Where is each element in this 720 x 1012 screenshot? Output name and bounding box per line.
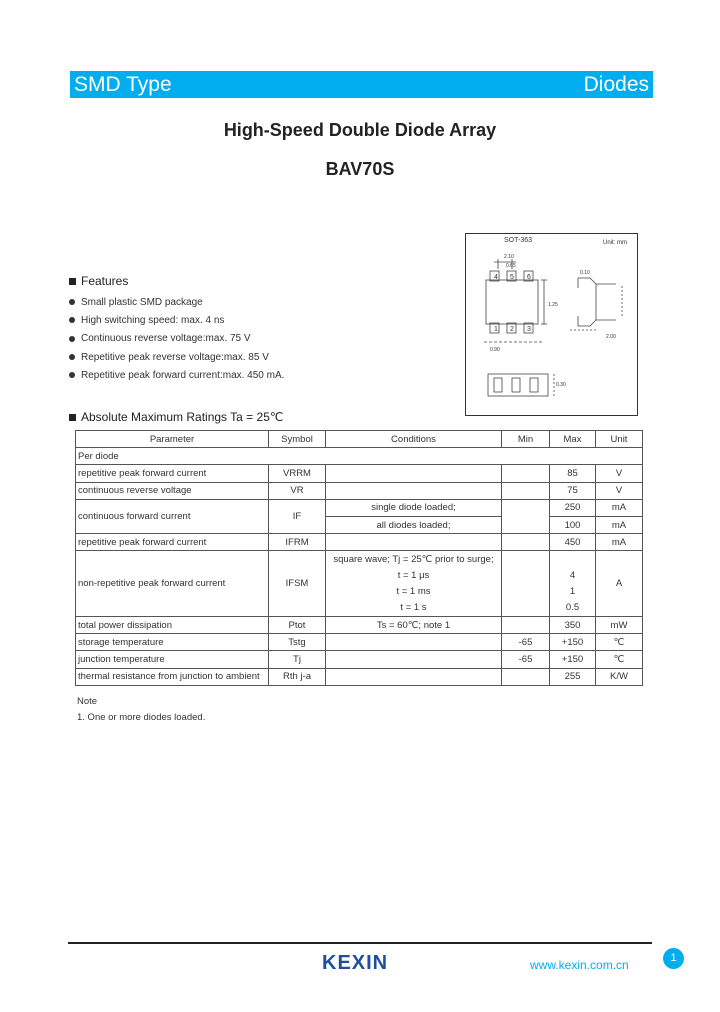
col-header: Symbol (269, 431, 326, 448)
bullet-icon (69, 354, 75, 360)
unit-cell: mW (596, 617, 643, 634)
min-cell (502, 534, 550, 551)
conditions-cell: Ts = 60℃; note 1 (326, 617, 502, 634)
pin-label-3: 3 (527, 326, 531, 333)
max-cell: +150 (550, 651, 596, 668)
banner-category: SMD Type (74, 72, 172, 96)
dim-label-g: 0.30 (556, 382, 566, 388)
param-cell: non-repetitive peak forward current (76, 551, 269, 617)
symbol-cell: VR (269, 482, 326, 499)
unit-cell: mA (596, 534, 643, 551)
table-row (76, 551, 643, 568)
package-unit: Unit: mm (603, 240, 627, 246)
max-cell: 1 (550, 584, 596, 600)
param-cell: repetitive peak forward current (76, 534, 269, 551)
min-cell (502, 551, 550, 617)
symbol-cell: IFRM (269, 534, 326, 551)
unit-cell: V (596, 482, 643, 499)
package-body-top-view (486, 280, 538, 324)
max-cell: 255 (550, 668, 596, 685)
conditions-cell (326, 482, 502, 499)
table-header-row (76, 431, 643, 448)
table-row (76, 634, 643, 651)
square-bullet-icon (69, 414, 76, 421)
col-header: Min (502, 431, 550, 448)
list-item (69, 330, 284, 348)
param-cell: junction temperature (76, 651, 269, 668)
max-cell: 0.5 (550, 600, 596, 617)
ratings-table (75, 430, 643, 686)
dim-label-d: 0.90 (490, 347, 500, 353)
table-row (76, 465, 643, 482)
bullet-icon (69, 299, 75, 305)
table-row (76, 651, 643, 668)
package-name: SOT-363 (504, 237, 533, 244)
symbol-cell: IFSM (269, 551, 326, 617)
page-number-badge: 1 (663, 948, 684, 969)
dim-label-c: 1.25 (548, 302, 558, 308)
feature-text: Continuous reverse voltage:max. 75 V (81, 333, 251, 345)
banner-product-type: Diodes (583, 72, 649, 96)
param-cell: thermal resistance from junction to ambient (76, 668, 269, 685)
conditions-cell (326, 534, 502, 551)
table-row (76, 448, 643, 465)
symbol-cell: Ptot (269, 617, 326, 634)
page-title: High-Speed Double Diode Array (223, 120, 497, 140)
bullet-icon (69, 372, 75, 378)
conditions-cell (326, 668, 502, 685)
symbol-cell: Rth j-a (269, 668, 326, 685)
ratings-heading (69, 410, 283, 424)
package-drawing (466, 234, 637, 415)
bullet-icon (69, 336, 75, 342)
min-cell (502, 499, 550, 533)
table-row (76, 534, 643, 551)
max-cell: 350 (550, 617, 596, 634)
pin-label-5: 5 (510, 274, 514, 281)
table-row (76, 482, 643, 499)
min-cell (502, 465, 550, 482)
param-cell: continuous forward current (76, 499, 269, 533)
square-bullet-icon (69, 278, 76, 285)
dim-label-a: 2.10 (504, 254, 514, 260)
conditions-cell (326, 651, 502, 668)
unit-cell: mA (596, 516, 643, 533)
list-item (69, 348, 284, 366)
unit-cell: K/W (596, 668, 643, 685)
feature-text: Repetitive peak reverse voltage:max. 85 V (81, 351, 269, 363)
col-header: Max (550, 431, 596, 448)
bullet-icon (69, 317, 75, 323)
note-title: Note (77, 696, 98, 707)
unit-cell: A (596, 551, 643, 617)
conditions-cell: t = 1 s (326, 600, 502, 617)
note-text: 1. One or more diodes loaded. (77, 712, 206, 723)
max-cell: 85 (550, 465, 596, 482)
conditions-cell: square wave; Tj = 25℃ prior to surge; (326, 551, 502, 568)
max-cell: +150 (550, 634, 596, 651)
table-row (76, 499, 643, 516)
list-item (69, 311, 284, 329)
dim-label-b: 0.65 (506, 263, 516, 269)
features-heading-text: Features (81, 274, 129, 288)
list-item (69, 366, 284, 384)
max-cell: 100 (550, 516, 596, 533)
param-cell: storage temperature (76, 634, 269, 651)
unit-cell: ℃ (596, 651, 643, 668)
footer-divider (68, 942, 652, 944)
min-cell (502, 617, 550, 634)
max-cell: 250 (550, 499, 596, 516)
part-number: BAV70S (325, 159, 395, 179)
symbol-cell: Tstg (269, 634, 326, 651)
table-row (76, 668, 643, 685)
col-header: Parameter (76, 431, 269, 448)
unit-cell: mA (596, 499, 643, 516)
conditions-cell (326, 634, 502, 651)
max-cell (550, 551, 596, 568)
param-cell: continuous reverse voltage (76, 482, 269, 499)
conditions-cell: t = 1 μs (326, 568, 502, 584)
min-cell (502, 482, 550, 499)
table-row (76, 617, 643, 634)
pin-label-2: 2 (510, 326, 514, 333)
website-link[interactable]: www.kexin.com.cn (530, 958, 629, 972)
param-cell: total power dissipation (76, 617, 269, 634)
kexin-logo: KEXIN (322, 952, 389, 974)
unit-cell: V (596, 465, 643, 482)
dim-label-e: 0.10 (580, 270, 590, 276)
symbol-cell: VRRM (269, 465, 326, 482)
pin-label-6: 6 (527, 274, 531, 281)
feature-text: Repetitive peak forward current:max. 450 mA. (81, 369, 285, 381)
feature-text: Small plastic SMD package (81, 296, 203, 308)
package-body-bottom-view (488, 374, 548, 396)
max-cell: 75 (550, 482, 596, 499)
conditions-cell: all diodes loaded; (326, 516, 502, 533)
min-cell: -65 (502, 634, 550, 651)
header-banner (70, 71, 653, 98)
unit-cell: ℃ (596, 634, 643, 651)
package-outline-box (465, 233, 638, 416)
col-header: Conditions (326, 431, 502, 448)
per-diode-label: Per diode (76, 448, 643, 465)
conditions-cell: t = 1 ms (326, 584, 502, 600)
feature-text: High switching speed: max. 4 ns (81, 314, 225, 326)
feature-list (69, 293, 284, 384)
pin-label-1: 1 (494, 326, 498, 333)
pin-label-4: 4 (494, 274, 498, 281)
symbol-cell: Tj (269, 651, 326, 668)
max-cell: 450 (550, 534, 596, 551)
symbol-cell: IF (269, 499, 326, 533)
min-cell (502, 668, 550, 685)
list-item (69, 293, 284, 311)
param-cell: repetitive peak forward current (76, 465, 269, 482)
conditions-cell (326, 465, 502, 482)
dim-label-f: 2.00 (606, 334, 616, 340)
ratings-heading-text: Absolute Maximum Ratings Ta = 25℃ (81, 410, 284, 424)
features-heading (69, 274, 128, 288)
conditions-cell: single diode loaded; (326, 499, 502, 516)
col-header: Unit (596, 431, 643, 448)
max-cell: 4 (550, 568, 596, 584)
min-cell: -65 (502, 651, 550, 668)
